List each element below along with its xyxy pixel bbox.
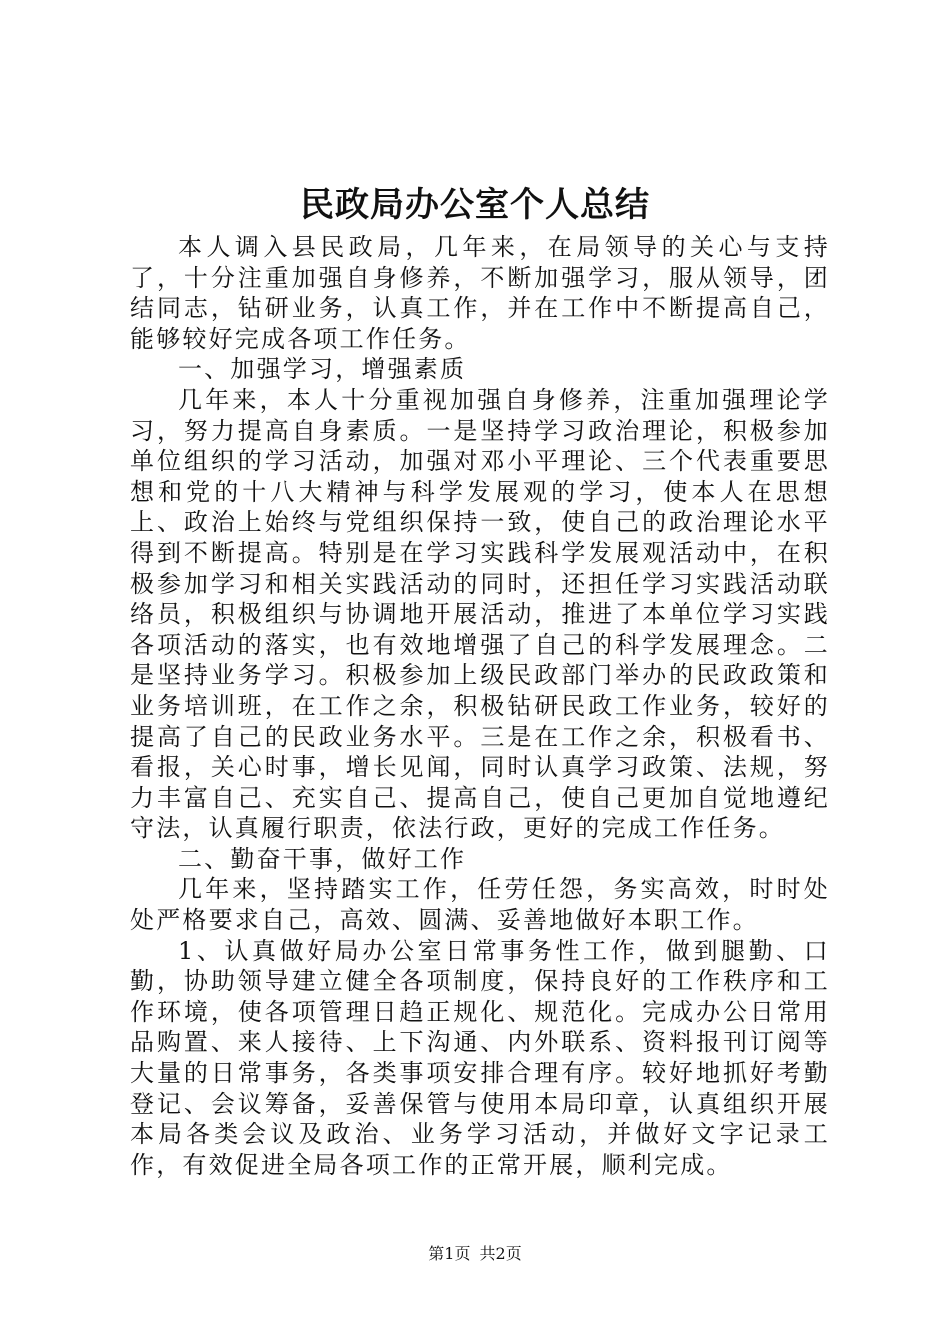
paragraph-office-duties: 1、认真做好局办公室日常事务性工作，做到腿勤、口勤，协助领导建立健全各项制度，保持良好的工作秩序和工作环境，使各项管理日趋正规化、规范化。完成办公日常用品购置、来人接待、上下沟通、内外联系、资料报刊订阅等大量的日常事务，各类事项安排合理有序。较好地抓好考勤登记、会议筹备，妥善保管与使用本局印章，认真组织开展本局各类会议及政治、业务学习活动，并做好文字记录工作，有效促进全局各项工作的正常开展，顺利完成。 [130, 936, 830, 1179]
paragraph-study: 几年来，本人十分重视加强自身修养，注重加强理论学习，努力提高自身素质。一是坚持学习政治理论，积极参加单位组织的学习活动，加强对邓小平理论、三个代表重要思想和党的十八大精神与科学发展观的学习，使本人在思想上、政治上始终与党组织保持一致，使自己的政治理论水平得到不断提高。特别是在学习实践科学发展观活动中，在积极参加学习和相关实践活动的同时，还担任学习实践活动联络员，积极组织与协调地开展活动，推进了本单位学习实践各项活动的落实，也有效地增强了自己的科学发展理念。二是坚持业务学习。积极参加上级民政部门举办的民政政策和业务培训班，在工作之余，积极钻研民政工作业务，较好的提高了自己的民政业务水平。三是在工作之余，积极看书、看报，关心时事，增长见闻，同时认真学习政策、法规，努力丰富自己、充实自己、提高自己，使自己更加自觉地遵纪守法，认真履行职责，依法行政，更好的完成工作任务。 [130, 385, 830, 843]
paragraph-intro: 本人调入县民政局，几年来，在局领导的关心与支持了，十分注重加强自身修养，不断加强学习，服从领导，团结同志，钻研业务，认真工作，并在工作中不断提高自己，能够较好完成各项工作任务。 [130, 233, 830, 353]
page-number: 第1页 [428, 1244, 471, 1263]
document-body [130, 232, 830, 1180]
document-title: 民政局办公室个人总结 [300, 185, 650, 225]
paragraph-work: 几年来，坚持踏实工作，任劳任怨，务实高效，时时处处严格要求自己，高效、圆满、妥善地做好本职工作。 [130, 875, 830, 935]
section-heading-1: 一、加强学习，增强素质 [178, 355, 467, 384]
page-total: 共2页 [479, 1244, 522, 1263]
section-heading-2: 二、勤奋干事，做好工作 [178, 844, 467, 873]
page-footer [0, 1244, 950, 1264]
